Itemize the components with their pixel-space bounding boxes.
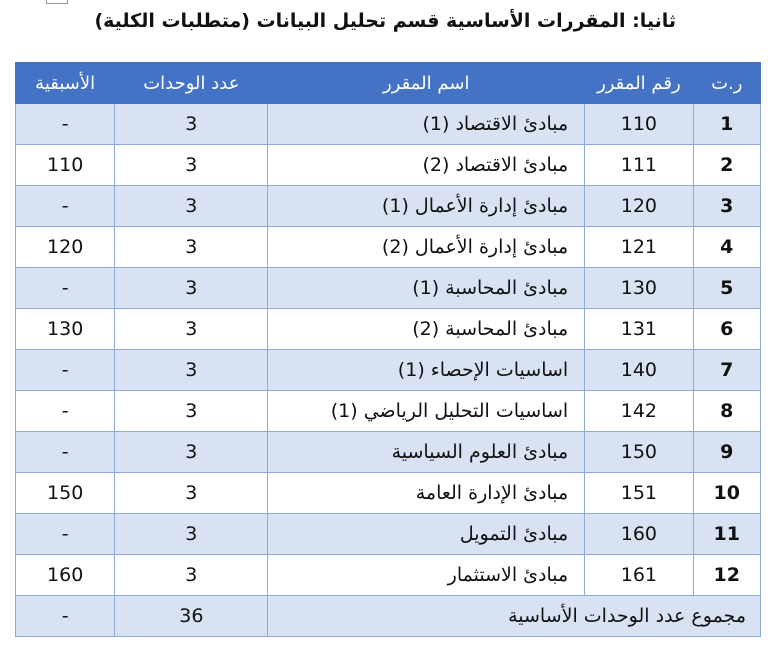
cell-code: 120 (585, 186, 693, 227)
cell-prereq: 150 (16, 473, 115, 514)
cell-no: 10 (693, 473, 760, 514)
table-row (16, 473, 761, 514)
cell-name: اساسيات التحليل الرياضي (1) (268, 391, 585, 432)
table-header-row (16, 63, 761, 104)
total-units: 36 (115, 596, 268, 637)
courses-table (15, 62, 761, 637)
cell-code: 121 (585, 227, 693, 268)
cell-no: 4 (693, 227, 760, 268)
table-row (16, 268, 761, 309)
cell-prereq: 130 (16, 309, 115, 350)
cell-units: 3 (115, 514, 268, 555)
cell-name: مبادئ الإدارة العامة (268, 473, 585, 514)
cell-code: 111 (585, 145, 693, 186)
cell-name: اساسيات الإحصاء (1) (268, 350, 585, 391)
cell-name: مبادئ المحاسبة (1) (268, 268, 585, 309)
cell-units: 3 (115, 227, 268, 268)
cell-no: 12 (693, 555, 760, 596)
cell-units: 3 (115, 432, 268, 473)
cell-prereq: - (16, 350, 115, 391)
table-row (16, 309, 761, 350)
cell-name: مبادئ المحاسبة (2) (268, 309, 585, 350)
cell-name: مبادئ التمويل (268, 514, 585, 555)
cell-code: 150 (585, 432, 693, 473)
cell-units: 3 (115, 268, 268, 309)
cell-units: 3 (115, 104, 268, 145)
header-name: اسم المقرر (268, 63, 585, 104)
cell-prereq: 120 (16, 227, 115, 268)
cell-code: 161 (585, 555, 693, 596)
cell-no: 11 (693, 514, 760, 555)
cell-name: مبادئ الاقتصاد (1) (268, 104, 585, 145)
cell-prereq: 110 (16, 145, 115, 186)
table-row (16, 104, 761, 145)
cell-prereq: - (16, 104, 115, 145)
table-row (16, 391, 761, 432)
cell-code: 151 (585, 473, 693, 514)
cell-prereq: - (16, 514, 115, 555)
header-units: عدد الوحدات (115, 63, 268, 104)
table-row (16, 514, 761, 555)
cell-units: 3 (115, 473, 268, 514)
cell-prereq: - (16, 268, 115, 309)
corner-frame (46, 0, 68, 4)
cell-code: 110 (585, 104, 693, 145)
cell-code: 131 (585, 309, 693, 350)
cell-no: 1 (693, 104, 760, 145)
cell-code: 142 (585, 391, 693, 432)
header-no: ر.ت (693, 63, 760, 104)
cell-prereq: - (16, 186, 115, 227)
page-title: ثانيا: المقررات الأساسية قسم تحليل البيانات (متطلبات الكلية) (94, 10, 676, 32)
cell-name: مبادئ العلوم السياسية (268, 432, 585, 473)
cell-no: 2 (693, 145, 760, 186)
total-prereq: - (16, 596, 115, 637)
cell-no: 8 (693, 391, 760, 432)
table-body (16, 104, 761, 596)
cell-name: مبادئ إدارة الأعمال (2) (268, 227, 585, 268)
table-row (16, 555, 761, 596)
cell-no: 6 (693, 309, 760, 350)
table-row (16, 145, 761, 186)
cell-no: 3 (693, 186, 760, 227)
header-prereq: الأسبقية (16, 63, 115, 104)
total-label: مجموع عدد الوحدات الأساسية (268, 596, 761, 637)
cell-name: مبادئ إدارة الأعمال (1) (268, 186, 585, 227)
cell-no: 5 (693, 268, 760, 309)
cell-units: 3 (115, 555, 268, 596)
cell-units: 3 (115, 350, 268, 391)
cell-no: 9 (693, 432, 760, 473)
cell-prereq: 160 (16, 555, 115, 596)
table-row (16, 186, 761, 227)
cell-units: 3 (115, 391, 268, 432)
cell-code: 130 (585, 268, 693, 309)
cell-prereq: - (16, 432, 115, 473)
cell-units: 3 (115, 145, 268, 186)
header-code: رقم المقرر (585, 63, 693, 104)
cell-no: 7 (693, 350, 760, 391)
table-row (16, 350, 761, 391)
total-row (16, 596, 761, 637)
cell-prereq: - (16, 391, 115, 432)
cell-units: 3 (115, 309, 268, 350)
cell-units: 3 (115, 186, 268, 227)
cell-name: مبادئ الاستثمار (268, 555, 585, 596)
table-row (16, 227, 761, 268)
cell-code: 140 (585, 350, 693, 391)
cell-code: 160 (585, 514, 693, 555)
cell-name: مبادئ الاقتصاد (2) (268, 145, 585, 186)
table-row (16, 432, 761, 473)
